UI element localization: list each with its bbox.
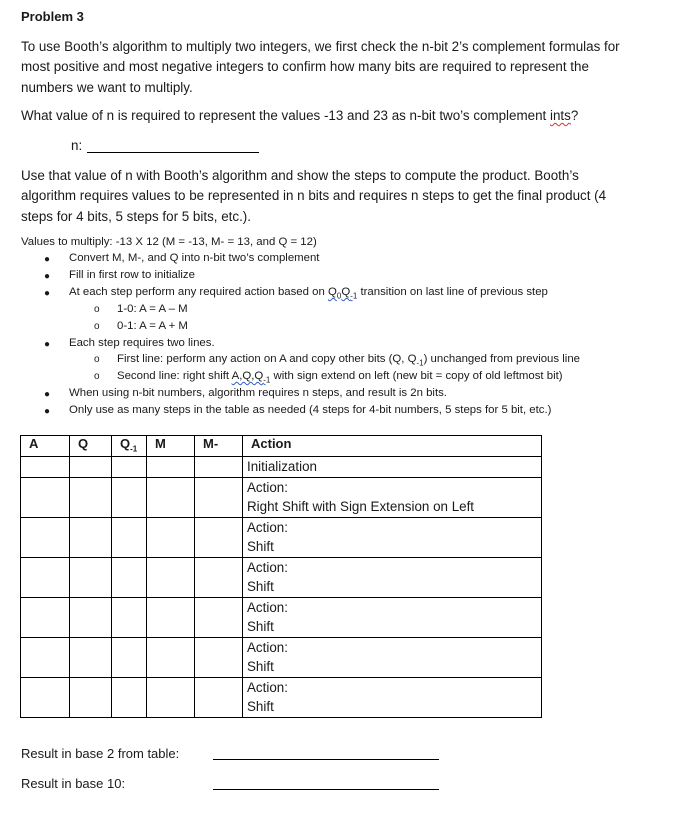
cell-action: Action: Shift (243, 677, 542, 717)
cell-m-neg[interactable] (195, 637, 243, 677)
bullet-icon: ● (44, 288, 51, 299)
cell-m-neg[interactable] (195, 457, 243, 478)
cell-a[interactable] (21, 597, 70, 637)
transition-label: $Q_0Q_{-1}$ (327, 286, 358, 301)
result-base2-label: Result in base 2 from table: (21, 746, 180, 761)
cell-m[interactable] (147, 557, 195, 597)
cell-a[interactable] (21, 477, 70, 517)
shift-registers-label: $A,Q,Q_{-1}$ (231, 370, 271, 385)
cell-action: Action: Right Shift with Sign Extension on Left (243, 477, 542, 517)
result-base2-blank[interactable] (213, 759, 439, 760)
cell-m-neg[interactable] (195, 597, 243, 637)
cell-q[interactable] (70, 457, 112, 478)
table-row (21, 457, 542, 478)
cell-action: Action: Shift (243, 557, 542, 597)
bullet-item: At each step perform any required action based on $Q_0Q_{-1}$ transition on last line of previous step (69, 286, 548, 301)
intro-line: numbers we want to multiply. (21, 79, 193, 95)
col-header-m: M (147, 436, 195, 457)
bullet-item: Only use as many steps in the table as needed (4 steps for 4-bit numbers, 5 steps for 5 bit, etc.) (69, 404, 552, 416)
bullet-icon: ● (44, 389, 51, 400)
cell-m[interactable] (147, 677, 195, 717)
cell-a[interactable] (21, 677, 70, 717)
spellcheck-flagged-word: ints (549, 108, 571, 123)
cell-q[interactable] (70, 477, 112, 517)
sub-bullet-item: Second line: right shift $A,Q,Q_{-1}$ with sign extend on left (new bit = copy of old leftmost bit) (117, 370, 563, 385)
col-header-q-minus-1: $Q_{-1}$ (112, 436, 147, 457)
sub-bullet-icon: o (94, 371, 100, 382)
result-base10-label: Result in base 10: (21, 776, 126, 791)
cell-m[interactable] (147, 637, 195, 677)
bullet-item: Convert M, M-, and Q into n-bit two’s complement (69, 252, 320, 264)
bullet-icon: ● (44, 339, 51, 350)
col-header-action: Action (243, 436, 542, 457)
bullet-icon: ● (44, 254, 51, 265)
bullet-icon: ● (44, 271, 51, 282)
cell-m-neg[interactable] (195, 557, 243, 597)
sub-bullet-icon: o (94, 304, 100, 315)
cell-a[interactable] (21, 457, 70, 478)
cell-action: Initialization (243, 457, 542, 478)
cell-m[interactable] (147, 517, 195, 557)
cell-q-minus-1[interactable] (112, 597, 147, 637)
col-header-m-neg: M- (195, 436, 243, 457)
instructions-line: algorithm requires values to be represented in n bits and requires n steps to get the final product (4 (21, 188, 607, 204)
table-row (21, 477, 542, 517)
cell-m-neg[interactable] (195, 677, 243, 717)
cell-q-minus-1[interactable] (112, 457, 147, 478)
intro-line: most positive and most negative integers to confirm how many bits are required to represent the (21, 59, 589, 75)
table-row (21, 637, 542, 677)
cell-q[interactable] (70, 637, 112, 677)
values-to-multiply: Values to multiply: -13 X 12 (M = -13, M- = 13, and Q = 12) (21, 236, 317, 248)
n-answer-blank[interactable] (87, 152, 259, 153)
cell-m[interactable] (147, 597, 195, 637)
table-row (21, 597, 542, 637)
cell-q-minus-1[interactable] (112, 477, 147, 517)
intro-line: To use Booth’s algorithm to multiply two integers, we first check the n-bit 2’s complement formulas for (21, 39, 620, 54)
instructions-line: steps for 4 bits, 5 steps for 5 bits, etc.). (21, 208, 251, 224)
table-row (21, 517, 542, 557)
result-base10-blank[interactable] (213, 789, 439, 790)
cell-action: Action: Shift (243, 637, 542, 677)
sub-bullet-item: 0-1: A = A + M (117, 320, 188, 332)
cell-a[interactable] (21, 517, 70, 557)
bullet-item: When using n-bit numbers, algorithm requires n steps, and result is 2n bits. (69, 387, 447, 399)
cell-q-minus-1[interactable] (112, 517, 147, 557)
instructions-paragraph (21, 166, 606, 227)
bullet-icon: ● (44, 406, 51, 417)
intro-paragraph (21, 37, 620, 98)
cell-m[interactable] (147, 477, 195, 517)
booth-table (20, 435, 542, 718)
table-row (21, 557, 542, 597)
cell-q[interactable] (70, 677, 112, 717)
cell-q-minus-1[interactable] (112, 637, 147, 677)
sub-bullet-item: 1-0: A = A – M (117, 303, 188, 315)
cell-m-neg[interactable] (195, 517, 243, 557)
cell-action: Action: Shift (243, 597, 542, 637)
question-text: What value of n is required to represent the values -13 and 23 as n-bit two’s complement ints? (21, 108, 579, 123)
cell-m[interactable] (147, 457, 195, 478)
col-header-a: A (21, 436, 70, 457)
cell-a[interactable] (21, 637, 70, 677)
cell-q-minus-1[interactable] (112, 557, 147, 597)
cell-m-neg[interactable] (195, 477, 243, 517)
sub-bullet-icon: o (94, 321, 100, 332)
cell-q-minus-1[interactable] (112, 677, 147, 717)
table-row (21, 677, 542, 717)
n-label: n: (71, 138, 83, 153)
cell-q[interactable] (70, 557, 112, 597)
sub-bullet-item: First line: perform any action on A and copy other bits (Q, $Q_{-1}$) unchanged from previous line (117, 353, 580, 368)
problem-title: Problem 3 (21, 9, 84, 24)
instructions-line: Use that value of n with Booth’s algorithm and show the steps to compute the product. Booth’s (21, 168, 579, 183)
table-header-row (21, 436, 542, 457)
cell-q[interactable] (70, 517, 112, 557)
sub-bullet-icon: o (94, 354, 100, 365)
cell-a[interactable] (21, 557, 70, 597)
bullet-item: Fill in first row to initialize (69, 269, 195, 281)
col-header-q: Q (70, 436, 112, 457)
bullet-item: Each step requires two lines. (69, 337, 215, 349)
cell-action: Action: Shift (243, 517, 542, 557)
cell-q[interactable] (70, 597, 112, 637)
